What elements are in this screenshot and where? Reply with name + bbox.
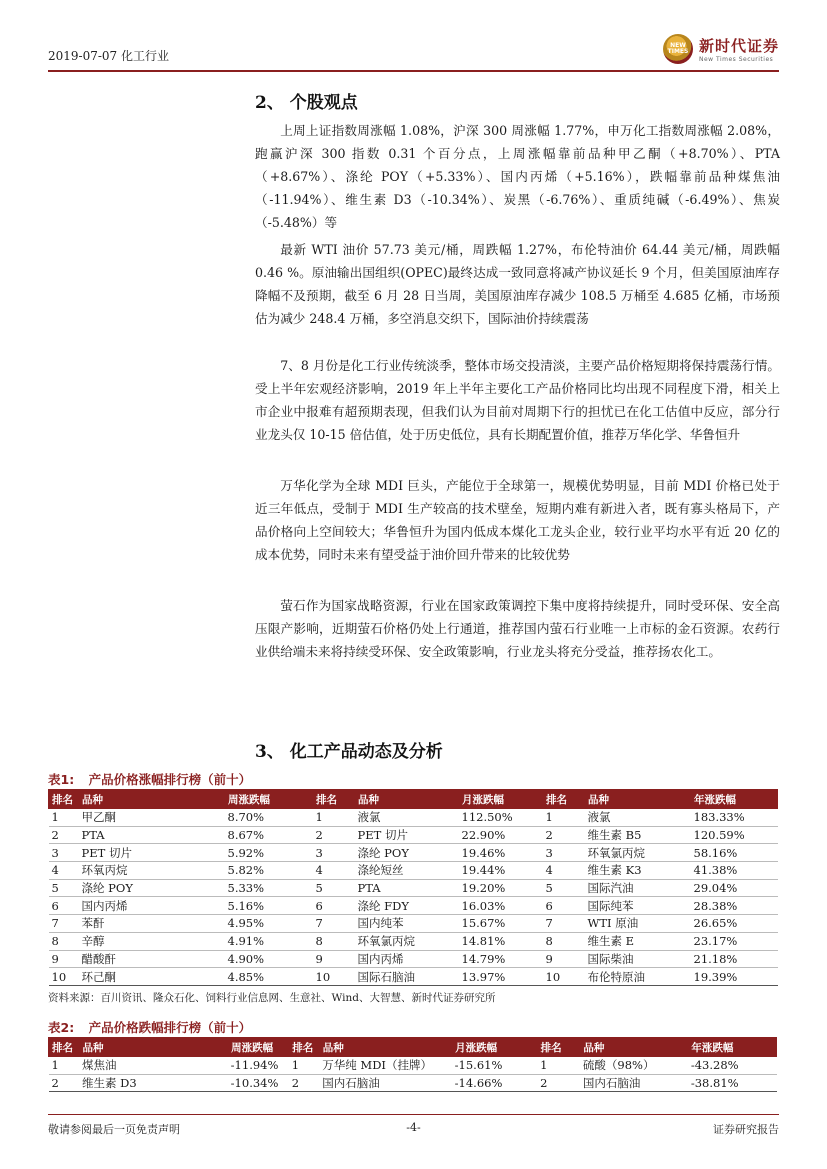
- table-cell: 环氧氯丙烷: [585, 844, 691, 862]
- table-cell: 1: [49, 1057, 80, 1075]
- table-cell: 国内纯苯: [355, 915, 459, 933]
- table-cell: 国内石脑油: [580, 1074, 688, 1092]
- table-cell: 5: [313, 879, 355, 897]
- table-cell: 6: [313, 897, 355, 915]
- table-row: [49, 915, 778, 933]
- table-cell: 涤纶 FDY: [355, 897, 459, 915]
- column-header: 周涨跌幅: [228, 1038, 289, 1057]
- footer-disclaimer: 敬请参阅最后一页免责声明: [48, 1123, 180, 1136]
- table-cell: WTI 原油: [585, 915, 691, 933]
- table-cell: 醋酸酐: [79, 950, 225, 968]
- table-cell: -38.81%: [688, 1074, 777, 1092]
- table-cell: 21.18%: [691, 950, 778, 968]
- table-row: [49, 950, 778, 968]
- table-cell: 1: [537, 1057, 580, 1075]
- table-cell: 15.67%: [459, 915, 543, 933]
- paragraph-oil-price: 最新 WTI 油价 57.73 美元/桶，周跌幅 1.27%，布伦特油价 64.44 美元/桶，周跌幅 0.46 %。原油输出国组织(OPEC)最终达成一致同意将减产协议延长 9 个月，但美国原油库存降幅不及预期，截至 6 月 28 日当周，美国原油库存减少 108.5 万桶至 4.685 亿桶，市场预估为减少 248.4 万桶，多空消息交织下，国际油价持续震荡: [255, 242, 780, 326]
- price-fall-ranking-table: [48, 1037, 777, 1092]
- table-cell: 液氯: [355, 809, 459, 827]
- table-cell: PTA: [355, 879, 459, 897]
- column-header: 周涨跌幅: [225, 790, 313, 809]
- table-cell: 1: [313, 809, 355, 827]
- table-cell: 4: [543, 862, 585, 880]
- table-cell: 10: [49, 968, 79, 986]
- table-cell: 国际柴油: [585, 950, 691, 968]
- table-cell: 16.03%: [459, 897, 543, 915]
- company-logo: [663, 30, 779, 68]
- table-cell: 涤纶 POY: [355, 844, 459, 862]
- table-cell: 58.16%: [691, 844, 778, 862]
- table-cell: 5: [49, 879, 79, 897]
- paragraph-market-summary: 上周上证指数周涨幅 1.08%，沪深 300 周涨幅 1.77%，申万化工指数周涨幅 2.08%，跑赢沪深 300 指数 0.31 个百分点，上周涨幅靠前品种甲乙酮（+8.70%）、PTA（+8.67%）、涤纶 POY（+5.33%）、国内丙烯（+5.16%），跌幅靠前品种煤焦油（-11.94%）、维生素 D3（-10.34%）、炭黑（-6.76%）、重质纯碱（-6.49%）、焦炭（-5.48%）等: [255, 123, 780, 230]
- table-cell: 1: [543, 809, 585, 827]
- table-cell: 煤焦油: [79, 1057, 228, 1075]
- logo-chinese-name: 新时代证券: [698, 37, 779, 55]
- price-rise-ranking-table: [48, 789, 778, 986]
- table-2-number: 表2:: [48, 1020, 75, 1035]
- table-cell: 8.67%: [225, 826, 313, 844]
- table-row: [49, 968, 778, 986]
- table-cell: 维生素 B5: [585, 826, 691, 844]
- paragraph-wanhua-hualu: 万华化学为全球 MDI 巨头，产能位于全球第一，规模优势明显，目前 MDI 价格已处于近三年低点，受制于 MDI 生产较高的技术壁垒，短期内难有新进入者，既有寡头格局下，产品价格向上空间较大；华鲁恒升为国内低成本煤化工龙头企业，较行业平均水平有近 20 亿的成本优势，同时未来有望受益于油价回升带来的比较优势: [255, 478, 780, 562]
- page-footer: [48, 1114, 779, 1135]
- table-cell: 23.17%: [691, 932, 778, 950]
- table-cell: 8: [313, 932, 355, 950]
- footer-report-type: 证券研究报告: [713, 1123, 779, 1136]
- table-1-number: 表1:: [48, 772, 75, 787]
- table-cell: 9: [543, 950, 585, 968]
- table-cell: 3: [543, 844, 585, 862]
- column-header: 年涨跌幅: [691, 790, 778, 809]
- column-header: 品种: [580, 1038, 688, 1057]
- column-header: 排名: [543, 790, 585, 809]
- table-cell: 维生素 E: [585, 932, 691, 950]
- section-2-title: 2、 个股观点: [255, 93, 358, 113]
- table-cell: PTA: [79, 826, 225, 844]
- table-cell: 2: [537, 1074, 580, 1092]
- table-cell: 7: [313, 915, 355, 933]
- table-cell: 13.97%: [459, 968, 543, 986]
- table-cell: 国际纯苯: [585, 897, 691, 915]
- table-cell: 26.65%: [691, 915, 778, 933]
- section-3-title: 3、 化工产品动态及分析: [255, 742, 443, 762]
- table-cell: 维生素 K3: [585, 862, 691, 880]
- table-cell: 1: [289, 1057, 320, 1075]
- table-cell: 国内丙烯: [355, 950, 459, 968]
- table-cell: 8.70%: [225, 809, 313, 827]
- table-cell: 4.95%: [225, 915, 313, 933]
- column-header: 品种: [319, 1038, 451, 1057]
- table-cell: 硫酸（98%）: [580, 1057, 688, 1075]
- table-cell: 2: [543, 826, 585, 844]
- table-cell: -43.28%: [688, 1057, 777, 1075]
- table-cell: 9: [49, 950, 79, 968]
- table-cell: 国内丙烯: [79, 897, 225, 915]
- table-header-row: [49, 790, 778, 809]
- column-header: 品种: [355, 790, 459, 809]
- table-cell: 14.79%: [459, 950, 543, 968]
- table-cell: 涤纶 POY: [79, 879, 225, 897]
- table-cell: 19.39%: [691, 968, 778, 986]
- table-cell: 2: [49, 1074, 80, 1092]
- table-cell: 环氧氯丙烷: [355, 932, 459, 950]
- table-cell: 183.33%: [691, 809, 778, 827]
- table-cell: 120.59%: [691, 826, 778, 844]
- paragraph-fluorite: 萤石作为国家战略资源，行业在国家政策调控下集中度将持续提升，同时受环保、安全高压限产影响，近期萤石价格仍处上行通道，推荐国内萤石行业唯一上市标的金石资源。农药行业供给端未来将持续受环保、安全政策影响，行业龙头将充分受益，推荐扬农化工。: [255, 598, 780, 659]
- table-cell: 2: [49, 826, 79, 844]
- table-cell: 1: [49, 809, 79, 827]
- table-cell: -11.94%: [228, 1057, 289, 1075]
- table-cell: 19.20%: [459, 879, 543, 897]
- table-cell: PET 切片: [355, 826, 459, 844]
- column-header: 年涨跌幅: [688, 1038, 777, 1057]
- table-cell: 5.82%: [225, 862, 313, 880]
- table-cell: 万华纯 MDI（挂牌）: [319, 1057, 451, 1075]
- table-row: [49, 826, 778, 844]
- table-cell: 2: [289, 1074, 320, 1092]
- table-cell: 布伦特原油: [585, 968, 691, 986]
- table-row: [49, 879, 778, 897]
- column-header: 排名: [49, 790, 79, 809]
- table-cell: 5: [543, 879, 585, 897]
- table-row: [49, 844, 778, 862]
- table-cell: 6: [543, 897, 585, 915]
- table-cell: 3: [49, 844, 79, 862]
- table-row: [49, 809, 778, 827]
- header-date-industry: 2019-07-07 化工行业: [48, 49, 170, 63]
- table-1-caption: [48, 770, 251, 788]
- table-cell: 5.92%: [225, 844, 313, 862]
- table-cell: 9: [313, 950, 355, 968]
- column-header: 排名: [537, 1038, 580, 1057]
- table-cell: 4: [313, 862, 355, 880]
- table-cell: 2: [313, 826, 355, 844]
- table-row: [49, 1074, 777, 1092]
- table-cell: 7: [49, 915, 79, 933]
- table-cell: 辛醇: [79, 932, 225, 950]
- column-header: 品种: [79, 790, 225, 809]
- page-header: [48, 30, 779, 72]
- column-header: 月涨跌幅: [452, 1038, 538, 1057]
- table-2-title: 产品价格跌幅排行榜（前十）: [88, 1020, 252, 1035]
- table-cell: -10.34%: [228, 1074, 289, 1092]
- page-number: -4-: [406, 1121, 421, 1134]
- table-cell: 5.33%: [225, 879, 313, 897]
- table-cell: 7: [543, 915, 585, 933]
- table-row: [49, 897, 778, 915]
- table-cell: 41.38%: [691, 862, 778, 880]
- table-cell: 29.04%: [691, 879, 778, 897]
- table-cell: 国际石脑油: [355, 968, 459, 986]
- table-cell: -14.66%: [452, 1074, 538, 1092]
- logo-english-name: New Times Securities: [698, 56, 774, 63]
- table-cell: 苯酐: [79, 915, 225, 933]
- column-header: 排名: [313, 790, 355, 809]
- table-cell: 涤纶短丝: [355, 862, 459, 880]
- table-cell: 环氧丙烷: [79, 862, 225, 880]
- table-cell: 国际汽油: [585, 879, 691, 897]
- table-cell: 甲乙酮: [79, 809, 225, 827]
- table-cell: 5.16%: [225, 897, 313, 915]
- table-cell: 4.91%: [225, 932, 313, 950]
- table-cell: 10: [313, 968, 355, 986]
- column-header: 排名: [49, 1038, 80, 1057]
- paragraph-industry-outlook: 7、8 月份是化工行业传统淡季，整体市场交投清淡，主要产品价格短期将保持震荡行情。受上半年宏观经济影响，2019 年上半年主要化工产品价格同比均出现不同程度下滑，相关上市企业中报难有超预期表现，但我们认为目前对周期下行的担忧已在化工估值中反应，部分行业龙头仅 10-15 倍估值，处于历史低位，具有长期配置价值，推荐万华化学、华鲁恒升: [255, 358, 780, 442]
- table-1-source: 资料来源：百川资讯、隆众石化、饲料行业信息网、生意社、Wind、大智慧、新时代证券研究所: [48, 992, 496, 1004]
- table-cell: 19.46%: [459, 844, 543, 862]
- table-cell: 14.81%: [459, 932, 543, 950]
- table-cell: 112.50%: [459, 809, 543, 827]
- table-row: [49, 932, 778, 950]
- table-cell: PET 切片: [79, 844, 225, 862]
- table-2-caption: [48, 1018, 251, 1036]
- table-cell: 4.85%: [225, 968, 313, 986]
- table-1-title: 产品价格涨幅排行榜（前十）: [88, 772, 252, 787]
- table-cell: 8: [543, 932, 585, 950]
- table-header-row: [49, 1038, 777, 1057]
- column-header: 品种: [585, 790, 691, 809]
- table-cell: 液氯: [585, 809, 691, 827]
- table-cell: 6: [49, 897, 79, 915]
- table-cell: 维生素 D3: [79, 1074, 228, 1092]
- table-cell: 8: [49, 932, 79, 950]
- column-header: 排名: [289, 1038, 320, 1057]
- column-header: 月涨跌幅: [459, 790, 543, 809]
- table-cell: 22.90%: [459, 826, 543, 844]
- logo-emblem-icon: NEW TIMES: [663, 34, 693, 64]
- table-cell: 4: [49, 862, 79, 880]
- table-cell: 3: [313, 844, 355, 862]
- table-cell: -15.61%: [452, 1057, 538, 1075]
- table-cell: 19.44%: [459, 862, 543, 880]
- table-cell: 环己酮: [79, 968, 225, 986]
- table-cell: 国内石脑油: [319, 1074, 451, 1092]
- table-row: [49, 862, 778, 880]
- table-cell: 28.38%: [691, 897, 778, 915]
- table-cell: 10: [543, 968, 585, 986]
- table-row: [49, 1057, 777, 1075]
- table-cell: 4.90%: [225, 950, 313, 968]
- column-header: 品种: [79, 1038, 228, 1057]
